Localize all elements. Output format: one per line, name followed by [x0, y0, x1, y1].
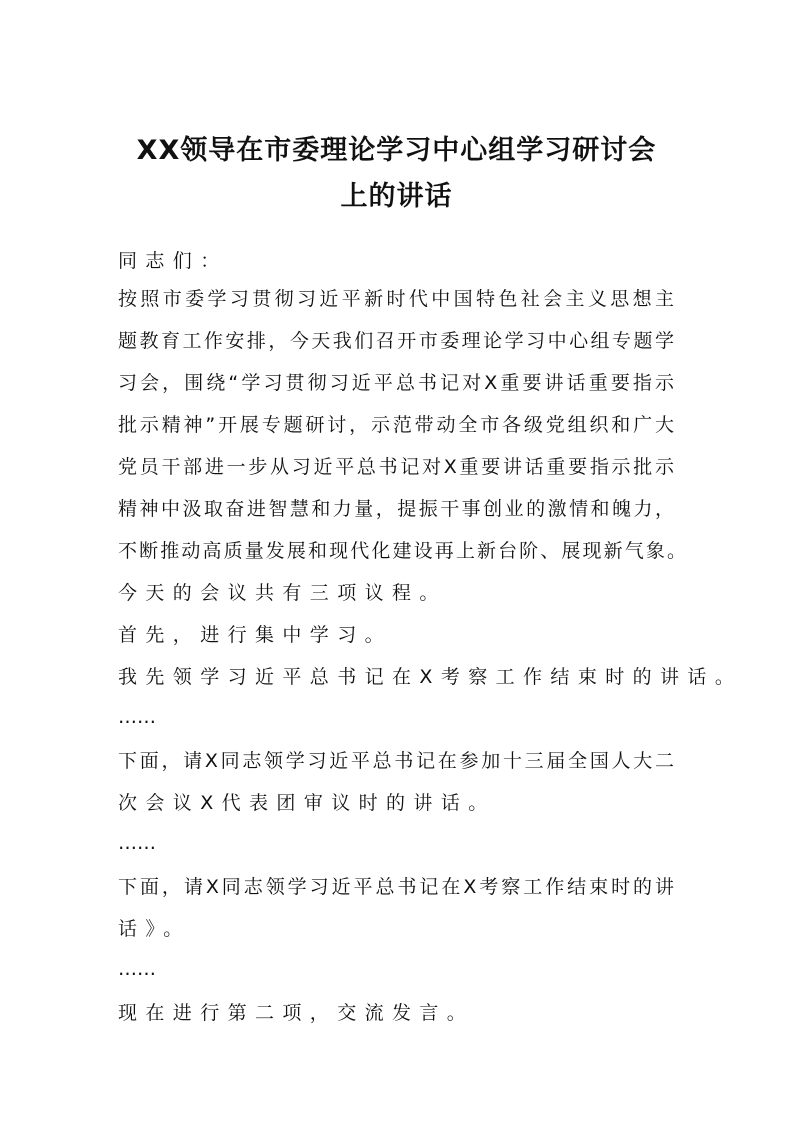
- paragraph-line: 不断推动高质量发展和现代化建设再上新台阶、展现新气象。: [118, 540, 686, 562]
- paragraph-line: 话》。: [118, 918, 191, 940]
- paragraph-line: 下面，请X同志领学习近平总书记在X考察工作结束时的讲: [118, 876, 674, 898]
- paragraph-line: 现在进行第二项，交流发言。: [118, 1002, 475, 1024]
- paragraph-line: 习会，围绕“学习贯彻习近平总书记对X重要讲话重要指示: [118, 372, 674, 394]
- paragraph-line: 下面，请X同志领学习近平总书记在参加十三届全国人大二: [118, 750, 674, 772]
- paragraph-line: 我先领学习近平总书记在X考察工作结束时的讲话。: [118, 666, 743, 688]
- salutation: 同志们：: [118, 250, 228, 272]
- paragraph-line: 按照市委学习贯彻习近平新时代中国特色社会主义思想主: [118, 288, 674, 310]
- ellipsis: ……: [118, 706, 156, 728]
- paragraph-line: 题教育工作安排，今天我们召开市委理论学习中心组专题学: [118, 330, 674, 352]
- paragraph-line: 精神中汲取奋进智慧和力量，提振干事创业的激情和魄力，: [118, 498, 674, 520]
- ellipsis: ……: [118, 832, 156, 854]
- paragraph-line: 今天的会议共有三项议程。: [118, 582, 447, 604]
- document-title-line-2: 上的讲话: [340, 181, 453, 212]
- paragraph-line: 党员干部进一步从习近平总书记对X重要讲话重要指示批示: [118, 456, 674, 478]
- document-title-line-1: XX领导在市委理论学习中心组学习研讨会: [136, 135, 657, 166]
- paragraph-line: 首先，进行集中学习。: [118, 624, 393, 646]
- paragraph-line: 批示精神”开展专题研讨，示范带动全市各级党组织和广大: [118, 414, 674, 436]
- paragraph-line: 次会议X代表团审议时的讲话。: [118, 792, 496, 814]
- ellipsis: ……: [118, 958, 156, 980]
